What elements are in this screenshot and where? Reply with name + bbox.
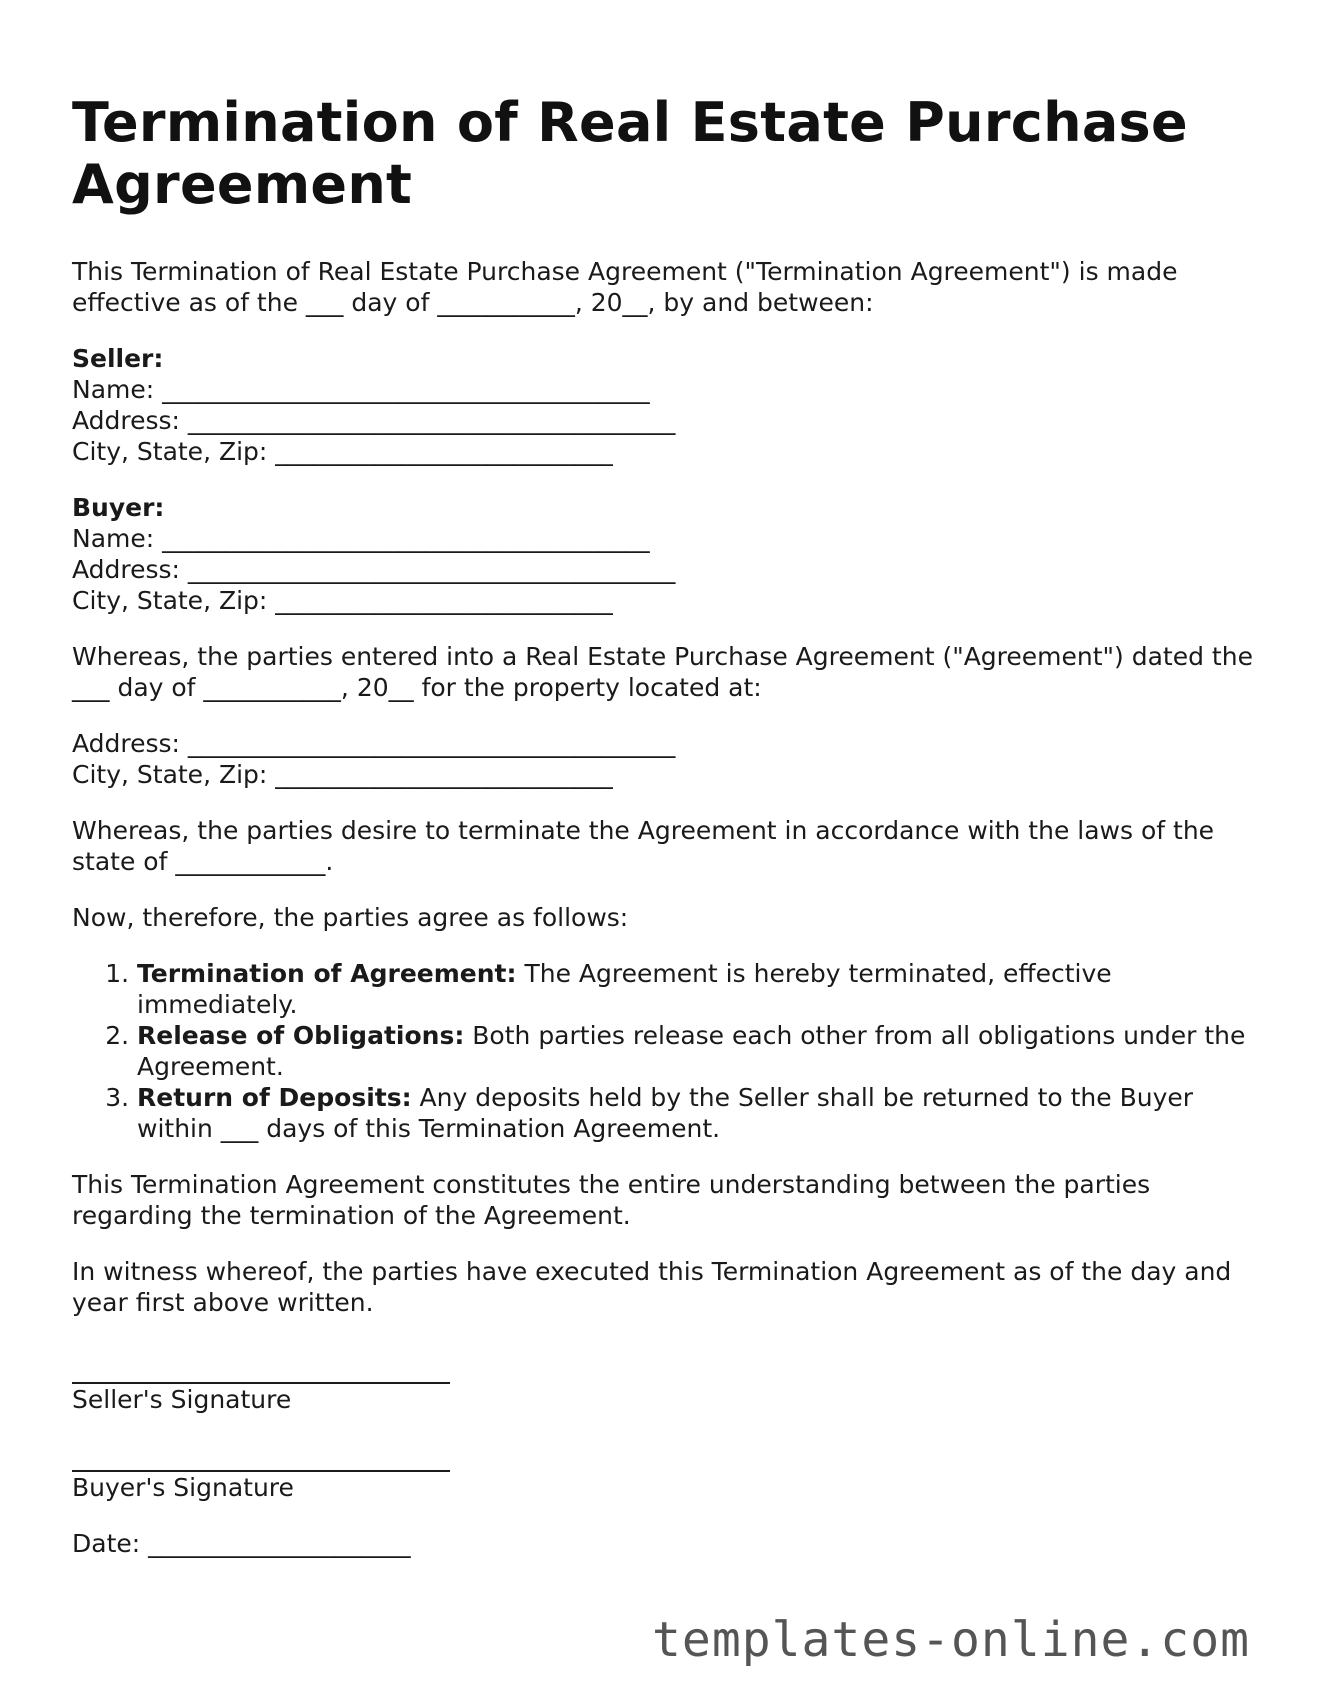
term-heading: Return of Deposits: bbox=[137, 1083, 412, 1112]
property-address-field: Address: _______________________________________ bbox=[72, 729, 676, 758]
watermark: templates-online.com bbox=[652, 1612, 1250, 1668]
now-therefore-paragraph: Now, therefore, the parties agree as follows: bbox=[72, 903, 629, 932]
term-text: Any deposits held by the Seller shall be returned to the Buyer within ___ days of this Termination Agreement. bbox=[137, 1083, 1194, 1143]
seller-signature-label: Seller's Signature bbox=[72, 1385, 292, 1414]
buyer-signature-label: Buyer's Signature bbox=[72, 1473, 294, 1502]
terms-list bbox=[72, 958, 1262, 1144]
seller-city-field: City, State, Zip: ___________________________ bbox=[72, 437, 613, 466]
buyer-section bbox=[72, 492, 1262, 616]
property-section bbox=[72, 728, 1262, 790]
seller-name-field: Name: _______________________________________ bbox=[72, 375, 650, 404]
list-item bbox=[137, 1020, 1262, 1082]
seller-address-field: Address: _______________________________________ bbox=[72, 406, 676, 435]
date-field: Date: _____________________ bbox=[72, 1529, 411, 1558]
buyer-city-field: City, State, Zip: ___________________________ bbox=[72, 586, 613, 615]
buyer-signature-line bbox=[72, 1442, 450, 1472]
buyer-name-field: Name: _______________________________________ bbox=[72, 524, 650, 553]
seller-signature-line bbox=[72, 1354, 450, 1384]
document-page bbox=[72, 0, 1262, 1559]
list-item bbox=[137, 958, 1262, 1020]
witness-paragraph: In witness whereof, the parties have executed this Termination Agreement as of the day and year first above written. bbox=[72, 1257, 1232, 1317]
buyer-signature-block bbox=[72, 1442, 1262, 1503]
intro-paragraph: This Termination of Real Estate Purchase Agreement ("Termination Agreement") is made effective as of the ___ day of ___________, 20__, by and between: bbox=[72, 257, 1178, 317]
seller-label: Seller: bbox=[72, 344, 164, 373]
entire-understanding-paragraph: This Termination Agreement constitutes the entire understanding between the parties regarding the termination of the Agreement. bbox=[72, 1170, 1151, 1230]
list-item bbox=[137, 1082, 1262, 1144]
term-heading: Termination of Agreement: bbox=[137, 959, 517, 988]
whereas-agreement-paragraph: Whereas, the parties entered into a Real Estate Purchase Agreement ("Agreement") dated the ___ day of ___________, 20__ for the property located at: bbox=[72, 642, 1253, 702]
buyer-label: Buyer: bbox=[72, 493, 165, 522]
buyer-address-field: Address: _______________________________________ bbox=[72, 555, 676, 584]
term-text: The Agreement is hereby terminated, effective immediately. bbox=[137, 959, 1112, 1019]
term-heading: Release of Obligations: bbox=[137, 1021, 465, 1050]
document-title: Termination of Real Estate Purchase Agreement bbox=[72, 91, 1188, 216]
term-text: Both parties release each other from all obligations under the Agreement. bbox=[137, 1021, 1246, 1081]
whereas-terminate-paragraph: Whereas, the parties desire to terminate the Agreement in accordance with the laws of the state of ____________. bbox=[72, 816, 1215, 876]
property-city-field: City, State, Zip: ___________________________ bbox=[72, 760, 613, 789]
seller-signature-block bbox=[72, 1354, 1262, 1415]
seller-section bbox=[72, 343, 1262, 467]
